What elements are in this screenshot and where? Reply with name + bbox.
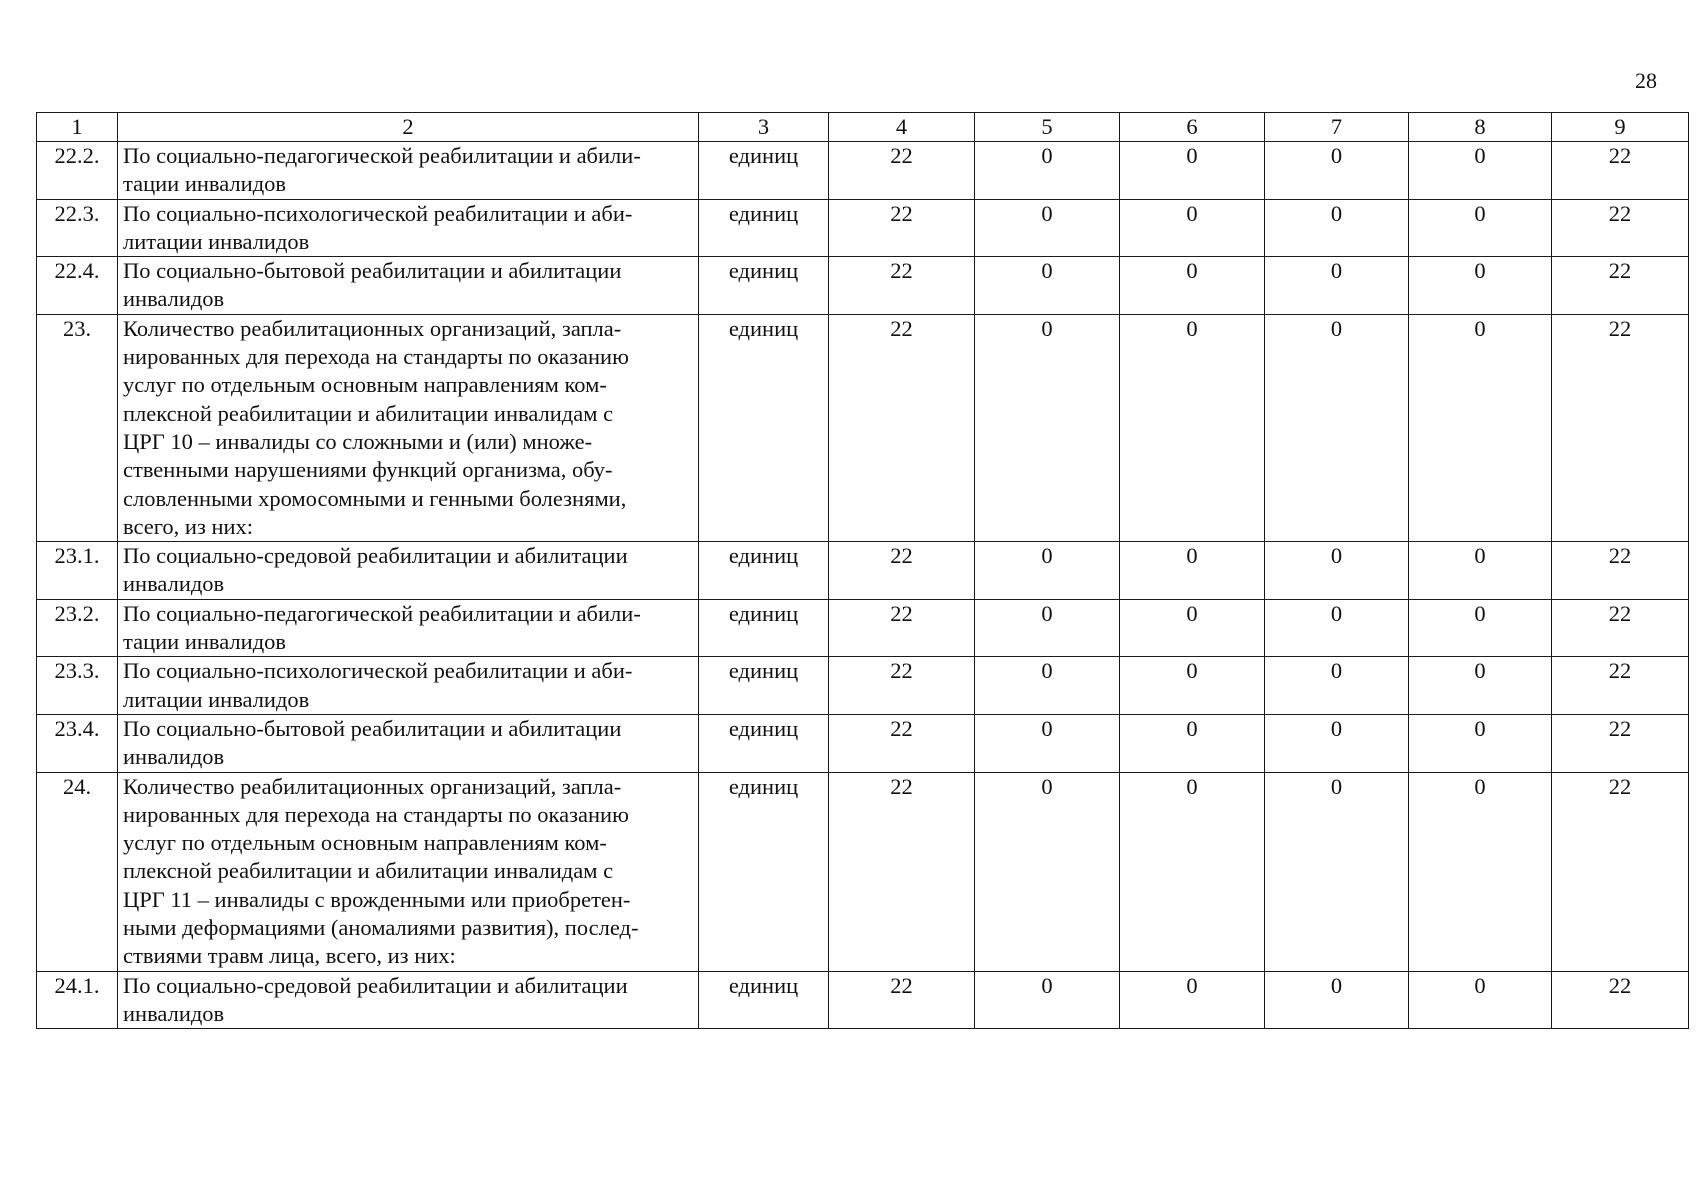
- row-value: 0: [1120, 314, 1265, 541]
- row-value: 0: [1120, 142, 1265, 200]
- row-value: 22: [829, 199, 975, 257]
- table-row: [37, 142, 1689, 200]
- row-value: 0: [1265, 599, 1409, 657]
- row-value: 0: [975, 599, 1120, 657]
- row-unit: единиц: [699, 199, 829, 257]
- row-value: 0: [1265, 772, 1409, 971]
- row-value: 0: [1409, 772, 1552, 971]
- column-header: 6: [1120, 113, 1265, 142]
- description-line: Количество реабилитационных организаций, запла-: [123, 315, 622, 341]
- description-line: нированных для перехода на стандарты по оказанию: [123, 344, 629, 370]
- description-line: инвалидов: [123, 1000, 225, 1026]
- table-row: [37, 657, 1689, 715]
- row-value: 22: [1552, 971, 1689, 1029]
- row-value: 0: [1120, 542, 1265, 600]
- description-line: Количество реабилитационных организаций, запла-: [123, 773, 622, 799]
- description-line: инвалидов: [123, 744, 225, 770]
- description-line: По социально-психологической реабилитации и аби-: [123, 200, 633, 226]
- description-line: тации инвалидов: [123, 171, 287, 197]
- row-unit: единиц: [699, 314, 829, 541]
- table-body: [37, 142, 1689, 1029]
- row-description: [118, 971, 699, 1029]
- row-value: 22: [1552, 314, 1689, 541]
- column-number-row: [37, 113, 1689, 142]
- row-value: 0: [1409, 599, 1552, 657]
- row-value: 0: [1265, 714, 1409, 772]
- column-header: 7: [1265, 113, 1409, 142]
- row-value: 0: [1265, 971, 1409, 1029]
- indicators-table: [36, 112, 1689, 1029]
- row-value: 0: [1409, 971, 1552, 1029]
- description-line: литации инвалидов: [123, 686, 310, 712]
- row-value: 22: [829, 542, 975, 600]
- row-unit: единиц: [699, 142, 829, 200]
- column-header: 2: [118, 113, 699, 142]
- row-value: 0: [1409, 314, 1552, 541]
- description-line: По социально-бытовой реабилитации и абилитации: [123, 715, 622, 741]
- row-value: 0: [1409, 714, 1552, 772]
- row-value: 0: [1120, 772, 1265, 971]
- row-description: [118, 772, 699, 971]
- row-value: 0: [1409, 542, 1552, 600]
- table-row: [37, 599, 1689, 657]
- description-line: инвалидов: [123, 286, 225, 312]
- row-unit: единиц: [699, 772, 829, 971]
- column-header: 9: [1552, 113, 1689, 142]
- row-value: 22: [829, 599, 975, 657]
- description-line: ственными нарушениями функций организма, обу-: [123, 457, 613, 483]
- table-row: [37, 199, 1689, 257]
- row-value: 0: [975, 714, 1120, 772]
- row-value: 22: [1552, 142, 1689, 200]
- row-value: 22: [829, 971, 975, 1029]
- description-line: тации инвалидов: [123, 629, 287, 655]
- row-value: 22: [1552, 599, 1689, 657]
- table-row: [37, 542, 1689, 600]
- description-line: По социально-педагогической реабилитации и абили-: [123, 600, 641, 626]
- row-value: 22: [1552, 714, 1689, 772]
- row-value: 22: [829, 314, 975, 541]
- row-description: [118, 314, 699, 541]
- row-unit: единиц: [699, 257, 829, 315]
- row-value: 0: [1265, 257, 1409, 315]
- row-value: 0: [975, 772, 1120, 971]
- row-value: 22: [1552, 542, 1689, 600]
- row-value: 0: [975, 142, 1120, 200]
- column-header: 4: [829, 113, 975, 142]
- row-description: [118, 542, 699, 600]
- row-number: 23.2.: [37, 599, 118, 657]
- row-value: 22: [829, 657, 975, 715]
- description-line: По социально-бытовой реабилитации и абилитации: [123, 258, 622, 284]
- description-line: ЦРГ 11 – инвалиды с врожденными или приобретен-: [123, 886, 631, 912]
- row-number: 24.: [37, 772, 118, 971]
- description-line: плексной реабилитации и абилитации инвалидам с: [123, 400, 614, 426]
- row-value: 0: [1409, 199, 1552, 257]
- description-line: услуг по отдельным основным направлениям ком-: [123, 372, 607, 398]
- table-row: [37, 257, 1689, 315]
- row-value: 0: [975, 971, 1120, 1029]
- row-unit: единиц: [699, 714, 829, 772]
- row-number: 22.3.: [37, 199, 118, 257]
- column-header: 1: [37, 113, 118, 142]
- row-value: 0: [1265, 542, 1409, 600]
- row-value: 0: [1120, 657, 1265, 715]
- row-value: 22: [829, 714, 975, 772]
- table-row: [37, 971, 1689, 1029]
- column-header: 3: [699, 113, 829, 142]
- row-value: 0: [1120, 199, 1265, 257]
- description-line: По социально-педагогической реабилитации и абили-: [123, 143, 641, 168]
- description-line: ствиями травм лица, всего, из них:: [123, 943, 456, 969]
- description-line: ЦРГ 10 – инвалиды со сложными и (или) множе-: [123, 428, 593, 454]
- description-line: По социально-психологической реабилитации и аби-: [123, 658, 633, 684]
- row-description: [118, 657, 699, 715]
- row-value: 0: [1265, 657, 1409, 715]
- row-number: 23.4.: [37, 714, 118, 772]
- column-header: 5: [975, 113, 1120, 142]
- description-line: нированных для перехода на стандарты по оказанию: [123, 801, 629, 827]
- row-value: 0: [975, 257, 1120, 315]
- row-value: 22: [1552, 657, 1689, 715]
- row-value: 0: [975, 657, 1120, 715]
- row-value: 0: [1120, 971, 1265, 1029]
- row-number: 23.: [37, 314, 118, 541]
- row-description: [118, 714, 699, 772]
- description-line: словленными хромосомными и генными болезнями,: [123, 485, 627, 511]
- row-value: 0: [1120, 599, 1265, 657]
- row-value: 22: [1552, 199, 1689, 257]
- row-description: [118, 142, 699, 200]
- row-value: 0: [975, 542, 1120, 600]
- row-value: 22: [1552, 772, 1689, 971]
- row-value: 0: [1120, 714, 1265, 772]
- row-unit: единиц: [699, 599, 829, 657]
- row-unit: единиц: [699, 542, 829, 600]
- row-value: 0: [975, 314, 1120, 541]
- row-number: 24.1.: [37, 971, 118, 1029]
- description-line: инвалидов: [123, 571, 225, 597]
- table-row: [37, 772, 1689, 971]
- row-number: 23.1.: [37, 542, 118, 600]
- page-number: 28: [1635, 68, 1657, 93]
- description-line: По социально-средовой реабилитации и абилитации: [123, 972, 628, 998]
- row-value: 0: [975, 199, 1120, 257]
- row-value: 0: [1265, 314, 1409, 541]
- row-description: [118, 199, 699, 257]
- row-unit: единиц: [699, 971, 829, 1029]
- description-line: плексной реабилитации и абилитации инвалидам с: [123, 858, 614, 884]
- row-value: 0: [1265, 199, 1409, 257]
- description-line: литации инвалидов: [123, 228, 310, 254]
- row-value: 0: [1265, 142, 1409, 200]
- description-line: ными деформациями (аномалиями развития), послед-: [123, 915, 639, 941]
- row-number: 22.2.: [37, 142, 118, 200]
- description-line: По социально-средовой реабилитации и абилитации: [123, 543, 628, 569]
- row-value: 22: [1552, 257, 1689, 315]
- row-number: 23.3.: [37, 657, 118, 715]
- row-description: [118, 257, 699, 315]
- row-value: 22: [829, 142, 975, 200]
- row-unit: единиц: [699, 657, 829, 715]
- description-line: всего, из них:: [123, 513, 254, 539]
- column-header: 8: [1409, 113, 1552, 142]
- row-value: 22: [829, 257, 975, 315]
- row-value: 0: [1120, 257, 1265, 315]
- table-row: [37, 714, 1689, 772]
- row-value: 0: [1409, 657, 1552, 715]
- row-value: 22: [829, 772, 975, 971]
- row-description: [118, 599, 699, 657]
- description-line: услуг по отдельным основным направлениям ком-: [123, 830, 607, 856]
- table-row: [37, 314, 1689, 541]
- row-number: 22.4.: [37, 257, 118, 315]
- row-value: 0: [1409, 257, 1552, 315]
- row-value: 0: [1409, 142, 1552, 200]
